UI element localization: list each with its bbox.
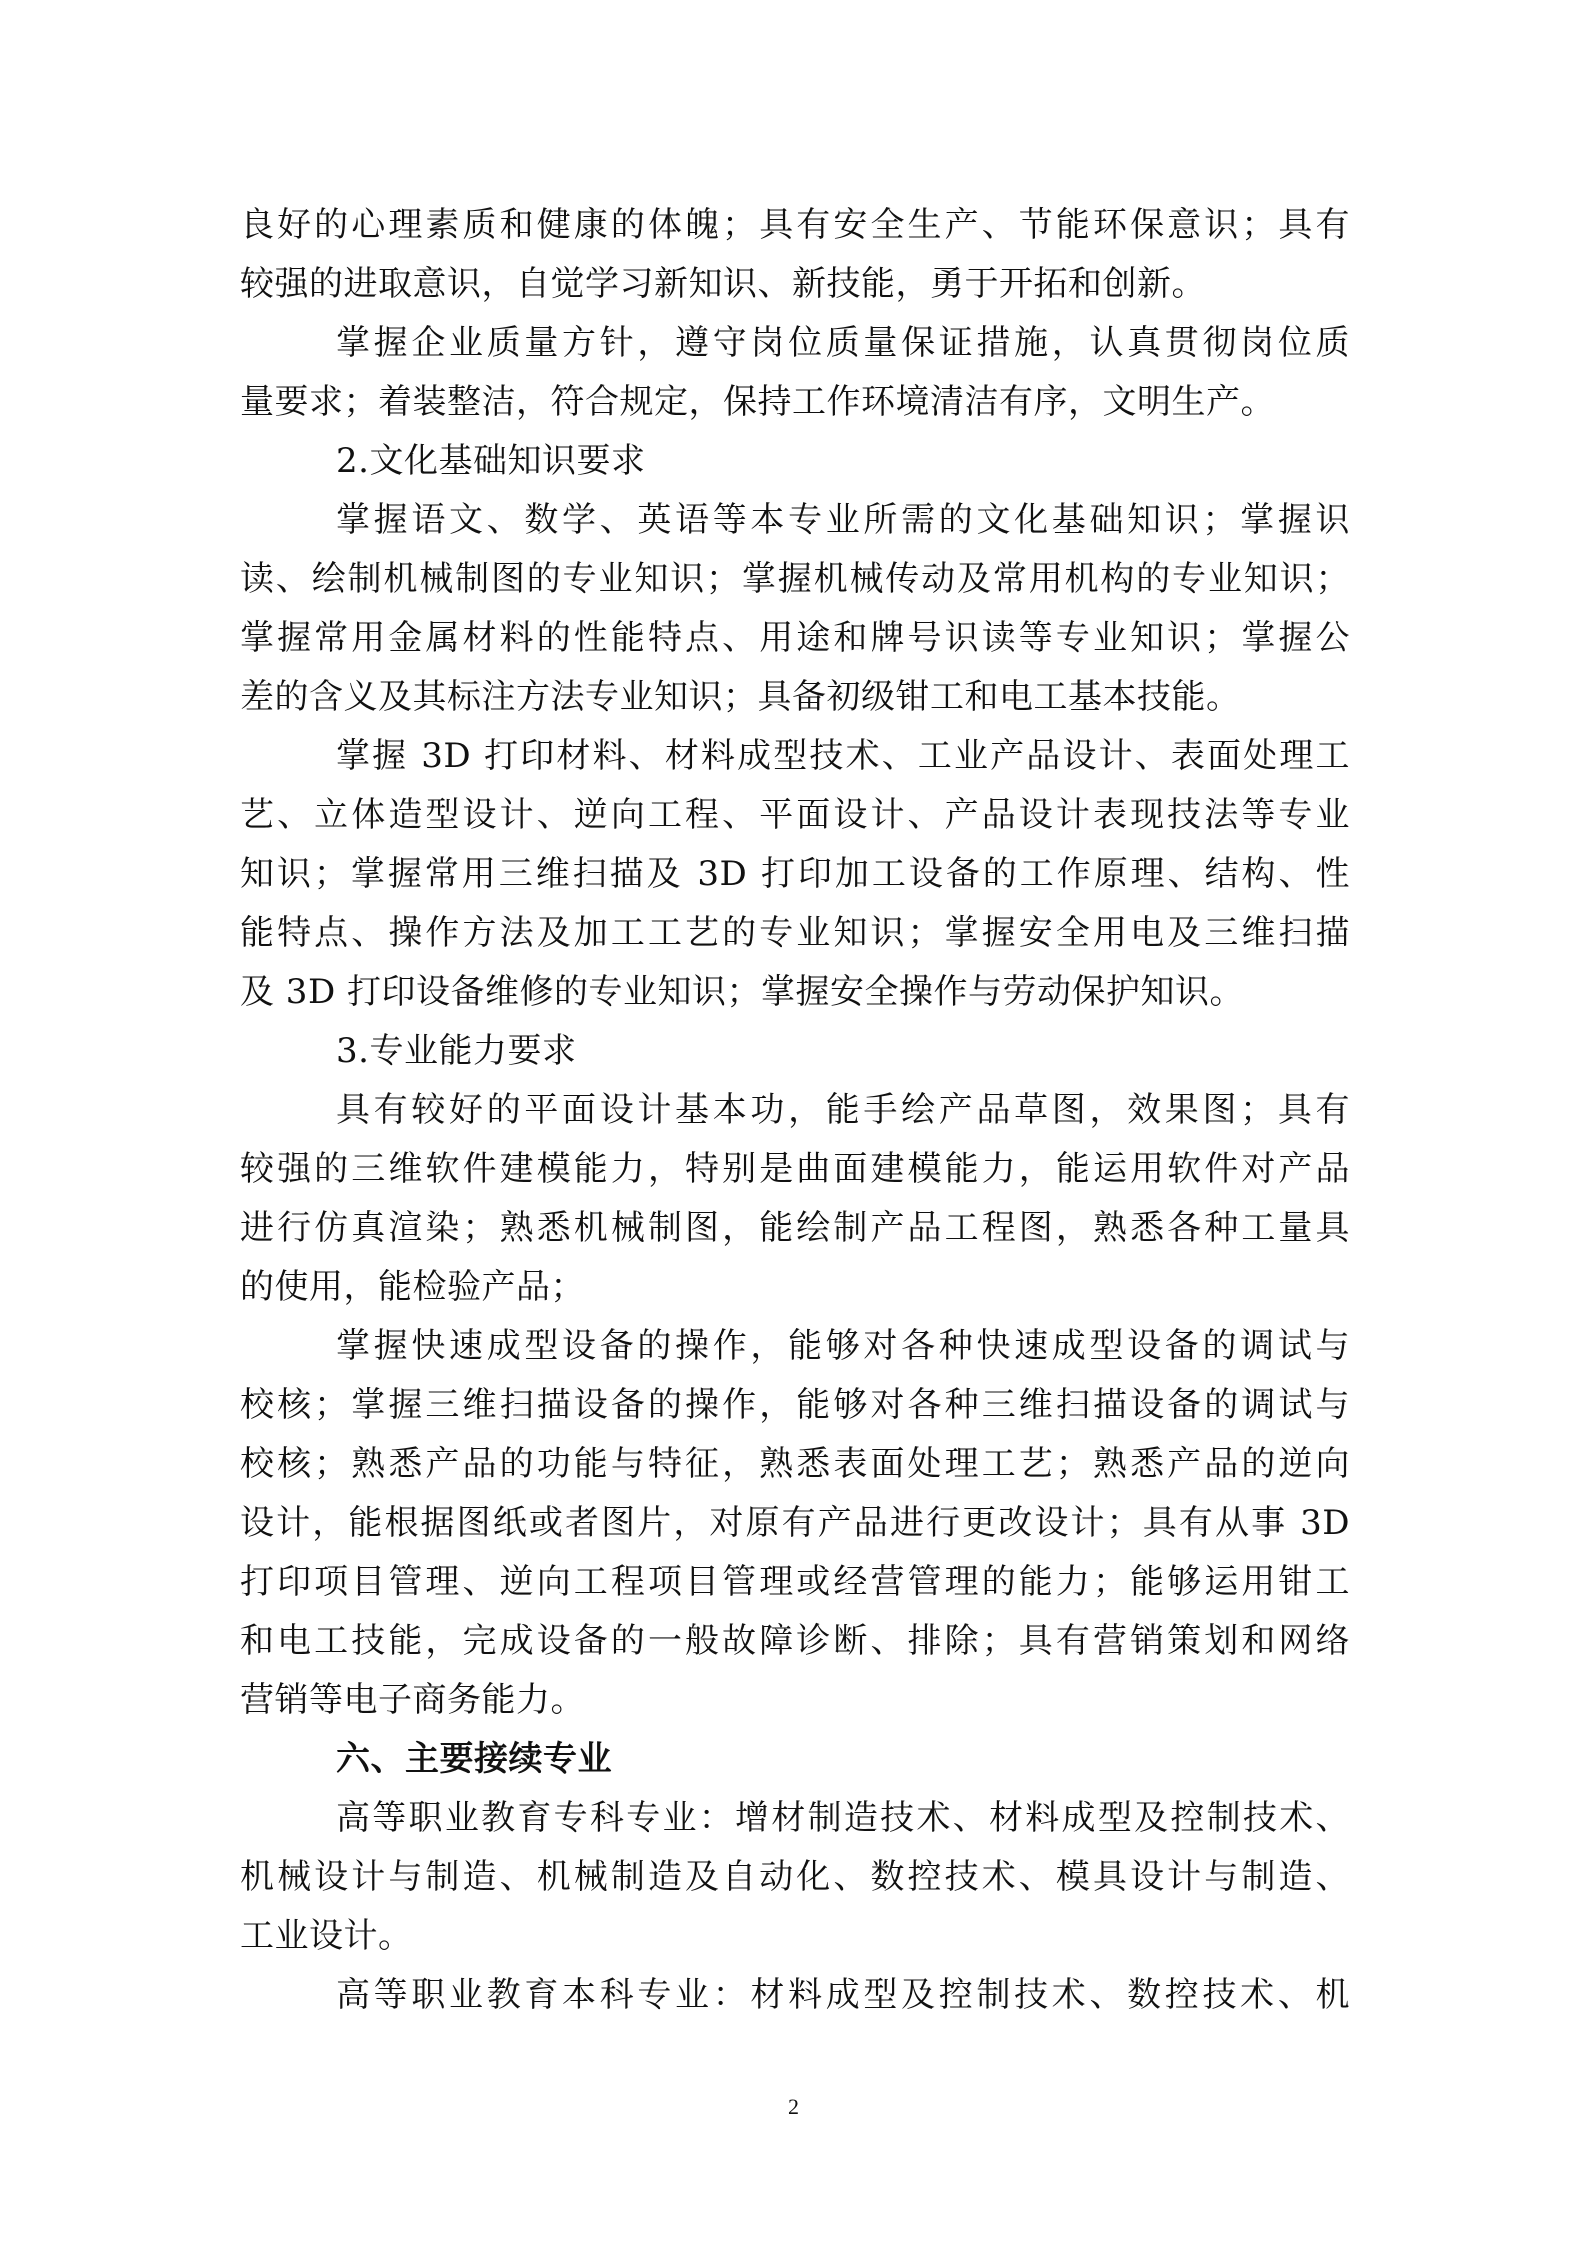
text-line: 掌握 3D 打印材料、材料成型技术、工业产品设计、表面处理工 (336, 736, 1350, 776)
text-line: 较强的三维软件建模能力，特别是曲面建模能力，能运用软件对产品 (240, 1149, 1350, 1189)
text-line: 较强的进取意识，自觉学习新知识、新技能，勇于开拓和创新。 (240, 264, 1206, 304)
text-line: 营销等电子商务能力。 (240, 1680, 585, 1720)
text-line: 的使用，能检验产品； (240, 1267, 585, 1307)
text-line: 高等职业教育本科专业：材料成型及控制技术、数控技术、机 (336, 1975, 1350, 2015)
text-line: 知识；掌握常用三维扫描及 3D 打印加工设备的工作原理、结构、性 (240, 854, 1350, 894)
text-line: 良好的心理素质和健康的体魄；具有安全生产、节能环保意识；具有 (240, 205, 1350, 245)
text-line: 高等职业教育专科专业：增材制造技术、材料成型及控制技术、 (336, 1798, 1350, 1838)
text-line: 掌握企业质量方针，遵守岗位质量保证措施，认真贯彻岗位质 (336, 323, 1350, 363)
text-line: 掌握语文、数学、英语等本专业所需的文化基础知识；掌握识 (336, 500, 1350, 540)
text-line: 进行仿真渲染；熟悉机械制图，能绘制产品工程图，熟悉各种工量具 (240, 1208, 1350, 1248)
section-heading: 六、主要接续专业 (336, 1739, 612, 1779)
text-line: 2.文化基础知识要求 (336, 441, 646, 481)
text-line: 打印项目管理、逆向工程项目管理或经营管理的能力；能够运用钳工 (240, 1562, 1350, 1602)
text-line: 和电工技能，完成设备的一般故障诊断、排除；具有营销策划和网络 (240, 1621, 1350, 1661)
text-line: 掌握快速成型设备的操作，能够对各种快速成型设备的调试与 (336, 1326, 1350, 1366)
text-line: 艺、立体造型设计、逆向工程、平面设计、产品设计表现技法等专业 (240, 795, 1350, 835)
text-line: 校核；熟悉产品的功能与特征，熟悉表面处理工艺；熟悉产品的逆向 (240, 1444, 1350, 1484)
text-line: 掌握常用金属材料的性能特点、用途和牌号识读等专业知识；掌握公 (240, 618, 1350, 658)
text-line: 具有较好的平面设计基本功，能手绘产品草图，效果图；具有 (336, 1090, 1350, 1130)
text-line: 量要求；着装整洁，符合规定，保持工作环境清洁有序，文明生产。 (240, 382, 1275, 422)
text-line: 及 3D 打印设备维修的专业知识；掌握安全操作与劳动保护知识。 (240, 972, 1245, 1012)
text-line: 工业设计。 (240, 1916, 413, 1956)
text-line: 设计，能根据图纸或者图片，对原有产品进行更改设计；具有从事 3D (240, 1503, 1350, 1543)
text-line: 读、绘制机械制图的专业知识；掌握机械传动及常用机构的专业知识； (240, 559, 1350, 599)
text-line: 差的含义及其标注方法专业知识；具备初级钳工和电工基本技能。 (240, 677, 1241, 717)
text-line: 能特点、操作方法及加工工艺的专业知识；掌握安全用电及三维扫描 (240, 913, 1350, 953)
page-number: 2 (788, 2094, 799, 2119)
text-line: 校核；掌握三维扫描设备的操作，能够对各种三维扫描设备的调试与 (240, 1385, 1350, 1425)
text-line: 3.专业能力要求 (336, 1031, 577, 1071)
document-body (240, 196, 1350, 2025)
text-line: 机械设计与制造、机械制造及自动化、数控技术、模具设计与制造、 (240, 1857, 1350, 1897)
